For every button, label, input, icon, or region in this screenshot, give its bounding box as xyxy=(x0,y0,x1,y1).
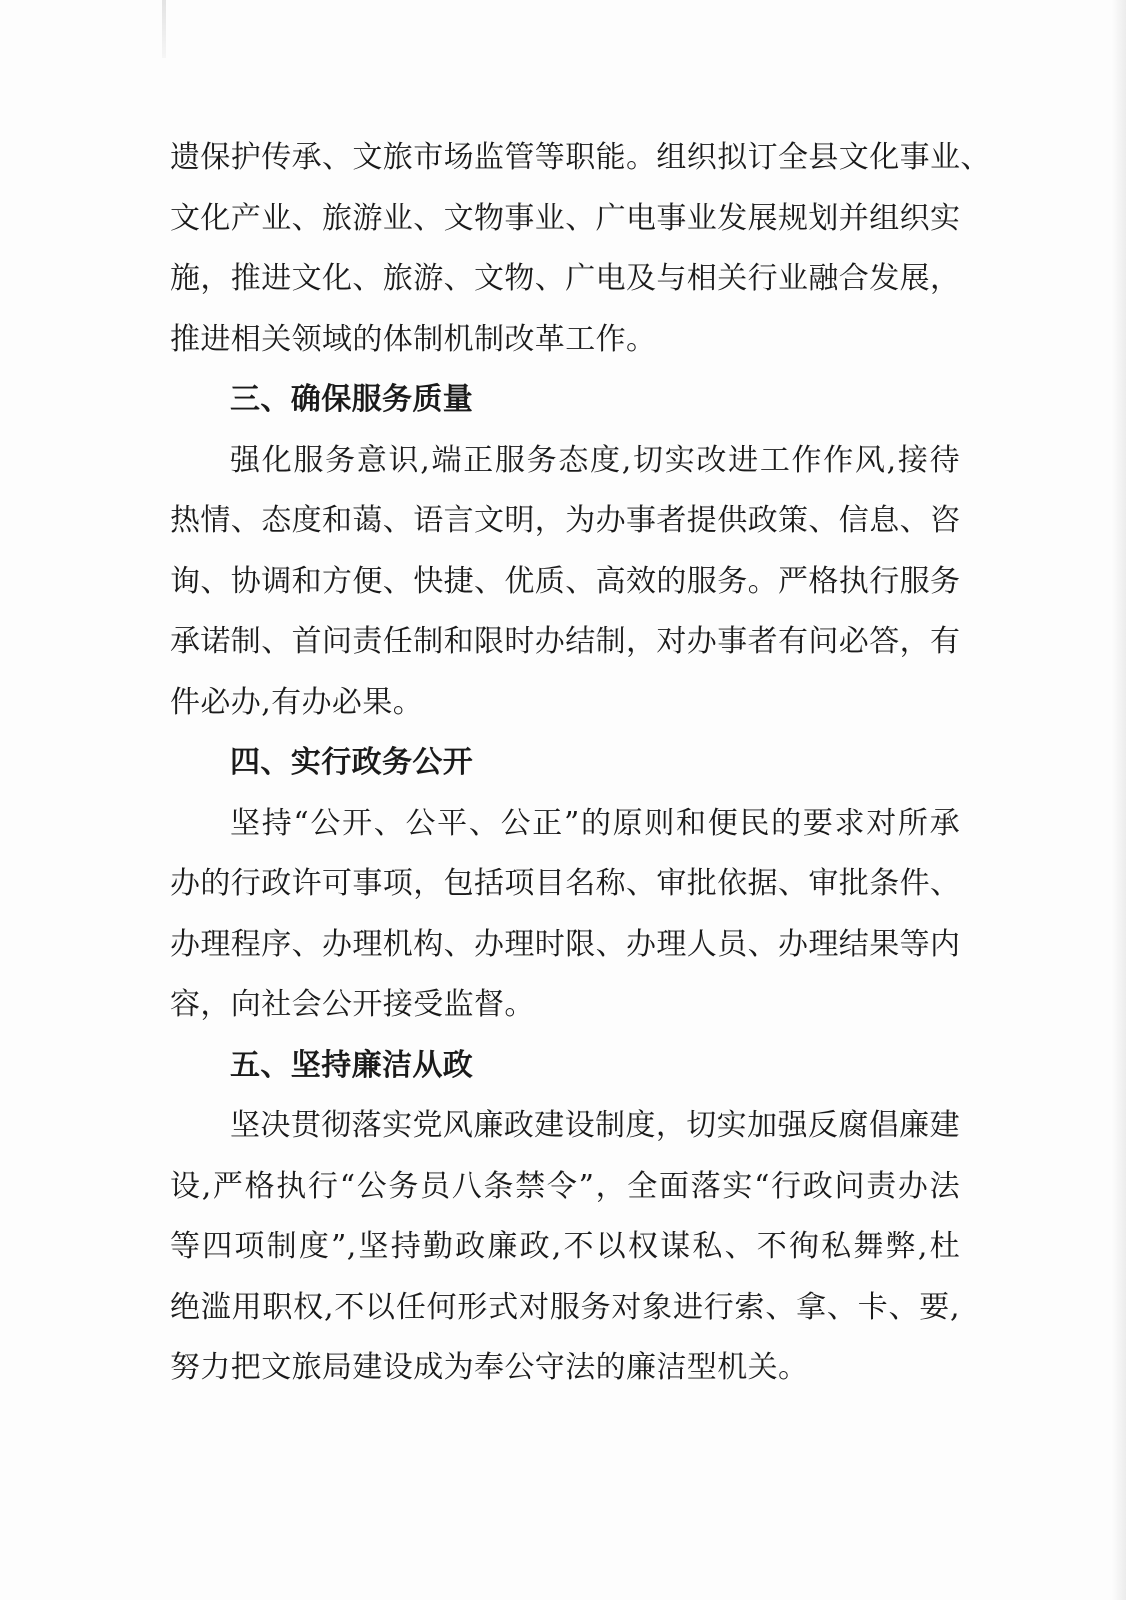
scan-artifact xyxy=(162,0,166,58)
paragraph-line: 询、协调和方便、快捷、优质、高效的服务。严格执行服务 xyxy=(170,563,961,599)
paragraph-line: 办理程序、办理机构、办理时限、办理人员、办理结果等内 xyxy=(170,926,961,962)
paragraph-line: 遗保护传承、文旅市场监管等职能。组织拟订全县文化事业、 xyxy=(170,140,991,175)
paragraph-line: 绝滥用职权,不以任何形式对服务对象进行索、拿、卡、要, xyxy=(170,1289,960,1325)
paragraph-line: 坚决贯彻落实党风廉政建设制度，切实加强反腐倡廉建 xyxy=(230,1108,960,1143)
paragraph-line: 件必办,有办必果。 xyxy=(170,684,424,720)
paragraph-line: 等四项制度”,坚持勤政廉政,不以权谋私、不徇私舞弊,杜 xyxy=(170,1229,960,1264)
section-heading-4: 四、实行政务公开 xyxy=(230,745,474,780)
section-heading-3: 三、确保服务质量 xyxy=(230,382,474,417)
paragraph-line: 办的行政许可事项，包括项目名称、审批依据、审批条件、 xyxy=(170,866,961,901)
paragraph-line: 施，推进文化、旅游、文物、广电及与相关行业融合发展， xyxy=(170,261,961,296)
paragraph-line: 推进相关领域的体制机制改革工作。 xyxy=(170,321,657,357)
document-body xyxy=(170,128,991,1399)
paragraph-line: 文化产业、旅游业、文物事业、广电事业发展规划并组织实 xyxy=(170,200,961,236)
scan-edge-shadow xyxy=(1112,0,1126,1600)
paragraph-line: 努力把文旅局建设成为奉公守法的廉洁型机关。 xyxy=(170,1350,809,1385)
paragraph-line: 热情、态度和蔼、语言文明，为办事者提供政策、信息、咨 xyxy=(170,503,961,538)
paragraph-line: 坚持“公开、公平、公正”的原则和便民的要求对所承 xyxy=(230,805,960,841)
paragraph-line: 承诺制、首问责任制和限时办结制，对办事者有问必答，有 xyxy=(170,624,961,659)
paragraph-line: 容，向社会公开接受监督。 xyxy=(170,987,535,1022)
paragraph-line: 设,严格执行“公务员八条禁令”，全面落实“行政问责办法 xyxy=(170,1168,960,1204)
section-heading-5: 五、坚持廉洁从政 xyxy=(230,1047,474,1083)
paragraph-line: 强化服务意识,端正服务态度,切实改进工作作风,接待 xyxy=(230,442,960,478)
